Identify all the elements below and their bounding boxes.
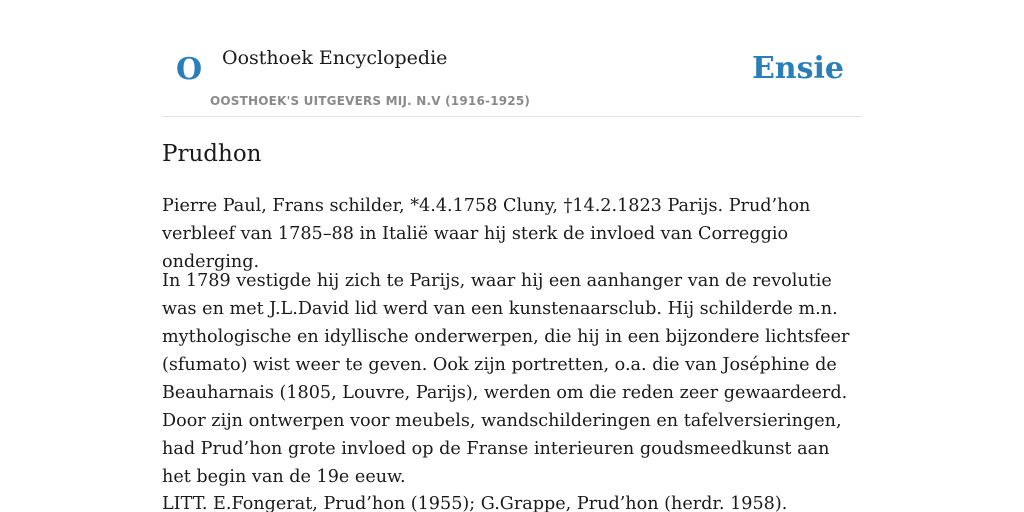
source-header bbox=[162, 0, 862, 117]
literature-reference: LITT. E.Fongerat, Prud’hon (1955); G.Grappe, Prud’hon (herdr. 1958). bbox=[162, 494, 788, 512]
entry-title: Prudhon bbox=[162, 141, 262, 167]
ensie-logo-link[interactable]: Ensie bbox=[751, 51, 844, 86]
source-logo-icon[interactable]: O bbox=[176, 52, 203, 87]
page-container bbox=[162, 0, 862, 512]
source-publisher-meta: OOSTHOEK'S UITGEVERS MIJ. N.V (1916-1925) bbox=[210, 94, 531, 108]
article-paragraph: In 1789 vestigde hij zich te Parijs, waar hij een aanhanger van de revolutie was en met J.L.David lid werd van een kunstenaarsclub. Hij schilderde m.n. mythologische en idyllische onderwerpen, die hij in een bijzondere lichtsfeer (sfumato) wist weer te geven. Ook zijn portretten, o.a. die van Joséphine de Beauharnais (1805, Louvre, Parijs), werden om die reden zeer gewaardeerd. Door zijn ontwerpen voor meubels, wandschilderingen en tafelversieringen, had Prud’hon grote invloed op de Franse interieuren goudsmeedkunst aan het begin van de 19e eeuw. bbox=[162, 271, 850, 487]
source-title-link[interactable]: Oosthoek Encyclopedie bbox=[222, 47, 448, 69]
article-paragraph: Pierre Paul, Frans schilder, *4.4.1758 Cluny, †14.2.1823 Parijs. Prud’hon verbleef van 1785–88 in Italië waar hij sterk de invloed van Correggio onderging. bbox=[162, 196, 811, 272]
